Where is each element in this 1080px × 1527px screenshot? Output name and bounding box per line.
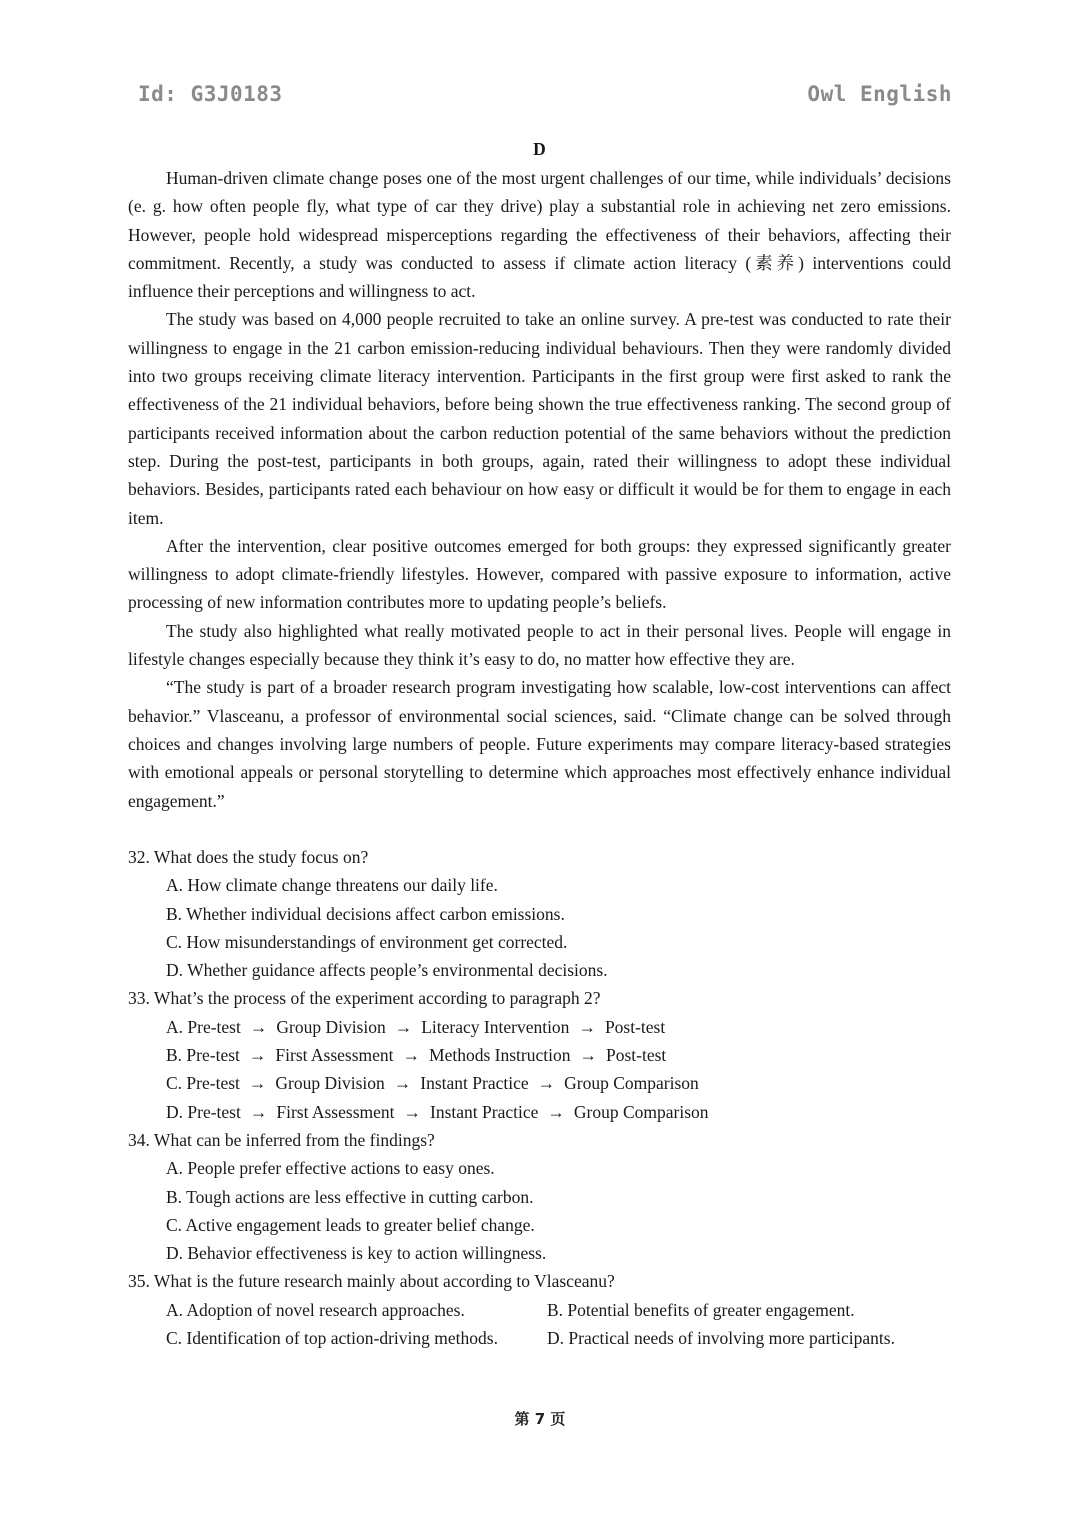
question-33-option-c: [166, 1069, 958, 1097]
question-32-option-d: D. Whether guidance affects people’s environmental decisions.: [166, 960, 608, 981]
step: Post-test: [604, 1016, 666, 1037]
step: Group Comparison: [573, 1101, 709, 1122]
question-34-option-c: C. Active engagement leads to greater belief change.: [166, 1214, 535, 1235]
question-33-stem: 33. What’s the process of the experiment according to paragraph 2?: [128, 988, 601, 1009]
reading-passage: [128, 137, 951, 815]
question-35-option-a: A. Adoption of novel research approaches.: [166, 1299, 465, 1320]
question-33-option-a: [166, 1013, 958, 1041]
paragraph-5: “The study is part of a broader research program investigating how scalable, low-cost interventions can affect behavior.” Vlasceanu, a professor of environmental social sciences, said. “Climate change can be solved through choices and changes involving large numbers of people. Future experiments may compare literacy-based strategies with emotional appeals or personal storytelling to determine which approaches most effectively enhance individual engagement.”: [128, 677, 951, 811]
section-title: D: [533, 139, 546, 159]
step: A. Pre-test: [166, 1016, 241, 1037]
document-id: Id: G3J0183: [138, 82, 283, 106]
step: Group Division: [275, 1073, 385, 1094]
arrow-right-icon: →: [537, 1073, 556, 1094]
step: D. Pre-test: [166, 1101, 241, 1122]
arrow-right-icon: →: [393, 1073, 412, 1094]
arrow-right-icon: →: [249, 1101, 268, 1122]
paragraph-2: The study was based on 4,000 people recruited to take an online survey. A pre-test was conducted to rate their willingness to engage in the 21 carbon emission-reducing individual behaviours. Then they were randomly divided into two groups receiving climate literacy intervention. Participants in the first group were first asked to rank the effectiveness of the 21 individual behaviors, before being shown the true effectiveness ranking. The second group of participants received information about the carbon reduction potential of the same behaviors without the prediction step. During the post-test, participants in both groups, again, rated their willingness to adopt these individual behaviors. Besides, participants rated each behaviour on how easy or difficult it would be for them to engage in each item.: [128, 309, 951, 528]
paragraph-4: The study also highlighted what really motivated people to act in their personal lives. People will engage in lifestyle changes especially because they think it’s easy to do, no matter how effective they are.: [128, 620, 951, 670]
arrow-right-icon: →: [249, 1016, 268, 1037]
step: Group Comparison: [564, 1073, 699, 1094]
step: Methods Instruction: [429, 1045, 571, 1066]
question-35-option-d: D. Practical needs of involving more participants.: [547, 1328, 895, 1349]
question-32-option-a: A. How climate change threatens our daily life.: [166, 875, 498, 896]
question-35-option-b: B. Potential benefits of greater engagement.: [547, 1299, 855, 1320]
question-34-option-b: B. Tough actions are less effective in cutting carbon.: [166, 1186, 534, 1207]
question-34-option-d: D. Behavior effectiveness is key to action willingness.: [166, 1243, 547, 1264]
arrow-right-icon: →: [578, 1016, 596, 1037]
paragraph-1: Human-driven climate change poses one of the most urgent challenges of our time, while individuals’ decisions (e. g. how often people fly, what type of car they drive) play a substantial role in achieving net zero emissions. However, people hold widespread misperceptions regarding the effectiveness of their behaviors, affecting their commitment. Recently, a study was conducted to assess if climate action literacy (素养) interventions could influence their perceptions and willingness to act.: [128, 168, 951, 302]
step: Instant Practice: [430, 1101, 539, 1122]
step: Instant Practice: [420, 1073, 529, 1094]
question-35-options-row-1: [166, 1296, 958, 1324]
arrow-right-icon: →: [403, 1101, 422, 1122]
page-number: 第 7 页: [514, 1410, 566, 1428]
question-32-stem: 32. What does the study focus on?: [128, 847, 369, 867]
step: Post-test: [606, 1045, 667, 1066]
brand-name: Owl English: [807, 82, 952, 106]
question-list: [128, 843, 958, 1352]
question-34-option-a: A. People prefer effective actions to easy ones.: [166, 1158, 495, 1179]
question-35-options-row-2: [166, 1324, 958, 1352]
step: B. Pre-test: [166, 1045, 240, 1066]
question-32-option-c: C. How misunderstandings of environment get corrected.: [166, 931, 568, 952]
paragraph-3: After the intervention, clear positive outcomes emerged for both groups: they expressed significantly greater willingness to adopt climate-friendly lifestyles. However, compared with passive exposure to information, active processing of new information contributes more to updating people’s beliefs.: [128, 535, 951, 613]
question-33-option-b: [166, 1041, 958, 1069]
step: First Assessment: [275, 1045, 394, 1066]
step: Literacy Intervention: [421, 1016, 570, 1037]
question-33-option-d: [166, 1098, 958, 1126]
question-35-stem: 35. What is the future research mainly about according to Vlasceanu?: [128, 1271, 615, 1292]
step: First Assessment: [276, 1101, 395, 1122]
step: C. Pre-test: [166, 1073, 240, 1094]
arrow-right-icon: →: [248, 1073, 267, 1094]
step: Group Division: [276, 1016, 386, 1037]
arrow-right-icon: →: [579, 1045, 597, 1066]
arrow-right-icon: →: [394, 1016, 413, 1037]
arrow-right-icon: →: [248, 1045, 267, 1066]
arrow-right-icon: →: [402, 1045, 421, 1066]
question-35-option-c: C. Identification of top action-driving methods.: [166, 1328, 498, 1349]
arrow-right-icon: →: [547, 1101, 565, 1122]
question-34-stem: 34. What can be inferred from the findings?: [128, 1129, 435, 1150]
question-32-option-b: B. Whether individual decisions affect carbon emissions.: [166, 903, 565, 924]
